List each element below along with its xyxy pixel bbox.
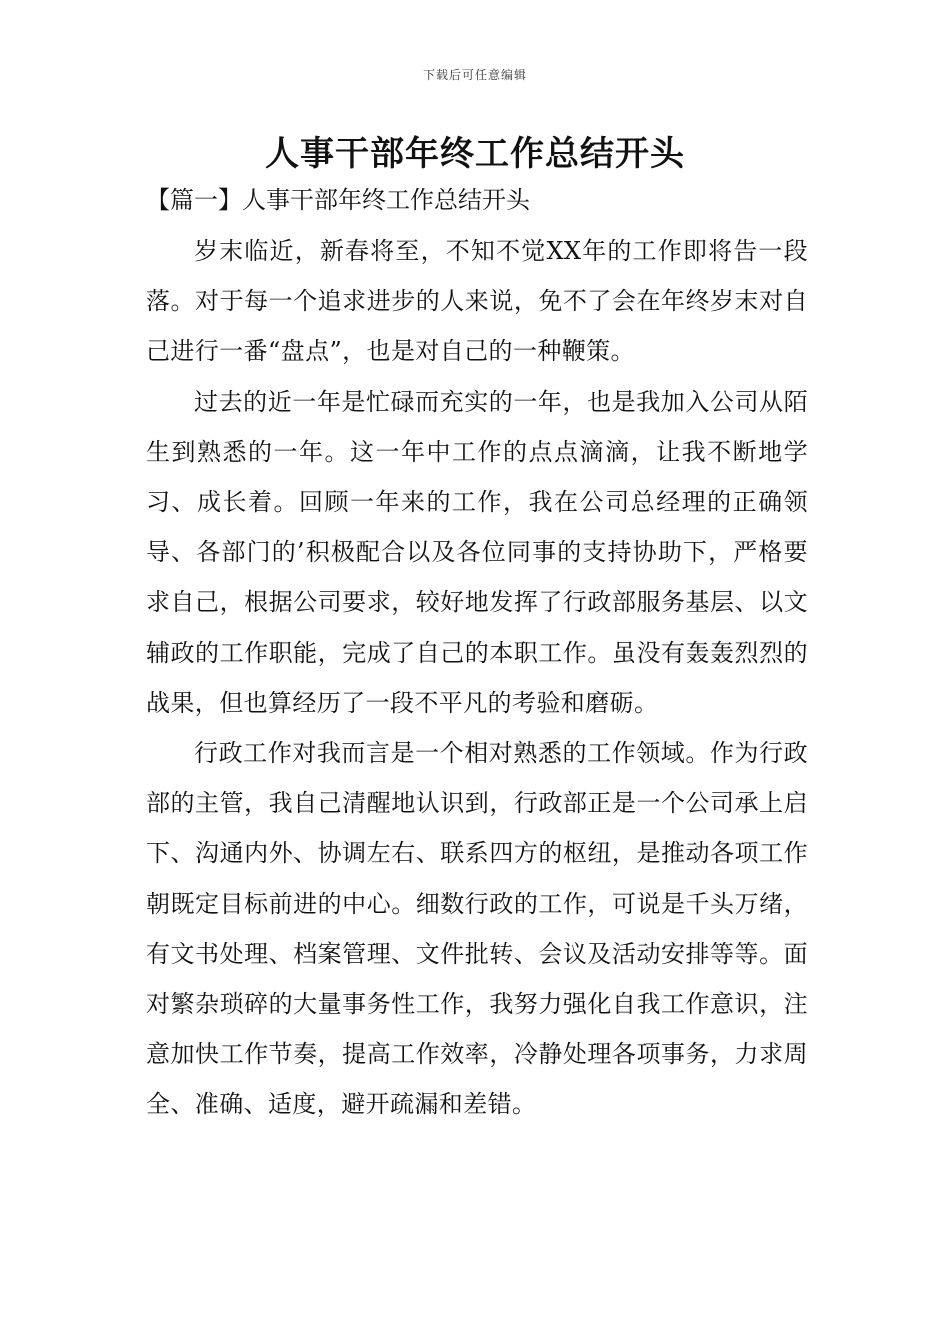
- document-body: [146, 226, 808, 1130]
- section-heading: 【篇一】人事干部年终工作总结开头: [146, 186, 530, 214]
- document-title: 人事干部年终工作总结开头: [265, 134, 685, 174]
- paragraph-1: 岁末临近，新春将至，不知不觉XX年的工作即将告一段落。对于每一个追求进步的人来说，免不了会在年终岁末对自己进行一番“盘点”，也是对自己的一种鞭策。: [146, 237, 808, 366]
- header-note: 下载后可任意编辑: [422, 68, 527, 82]
- paragraph-2: 过去的近一年是忙碌而充实的一年，也是我加入公司从陌生到熟悉的一年。这一年中工作的点点滴滴，让我不断地学习、成长着。回顾一年来的工作，我在公司总经理的正确领导、各部门的’积极配合以及各位同事的支持协助下，严格要求自己，根据公司要求，较好地发挥了行政部服务基层、以文辅政的工作职能，完成了自己的本职工作。虽没有轰轰烈烈的战果，但也算经历了一段不平凡的考验和磨砺。: [146, 387, 808, 717]
- paragraph-3: 行政工作对我而言是一个相对熟悉的工作领域。作为行政部的主管，我自己清醒地认识到，行政部正是一个公司承上启下、沟通内外、协调左右、联系四方的枢纽，是推动各项工作朝既定目标前进的中心。细数行政的工作，可说是千头万绪，有文书处理、档案管理、文件批转、会议及活动安排等等。面对繁杂琐碎的大量事务性工作，我努力强化自我工作意识，注意加快工作节奏，提高工作效率，冷静处理各项事务，力求周全、准确、适度，避开疏漏和差错。: [146, 739, 808, 1119]
